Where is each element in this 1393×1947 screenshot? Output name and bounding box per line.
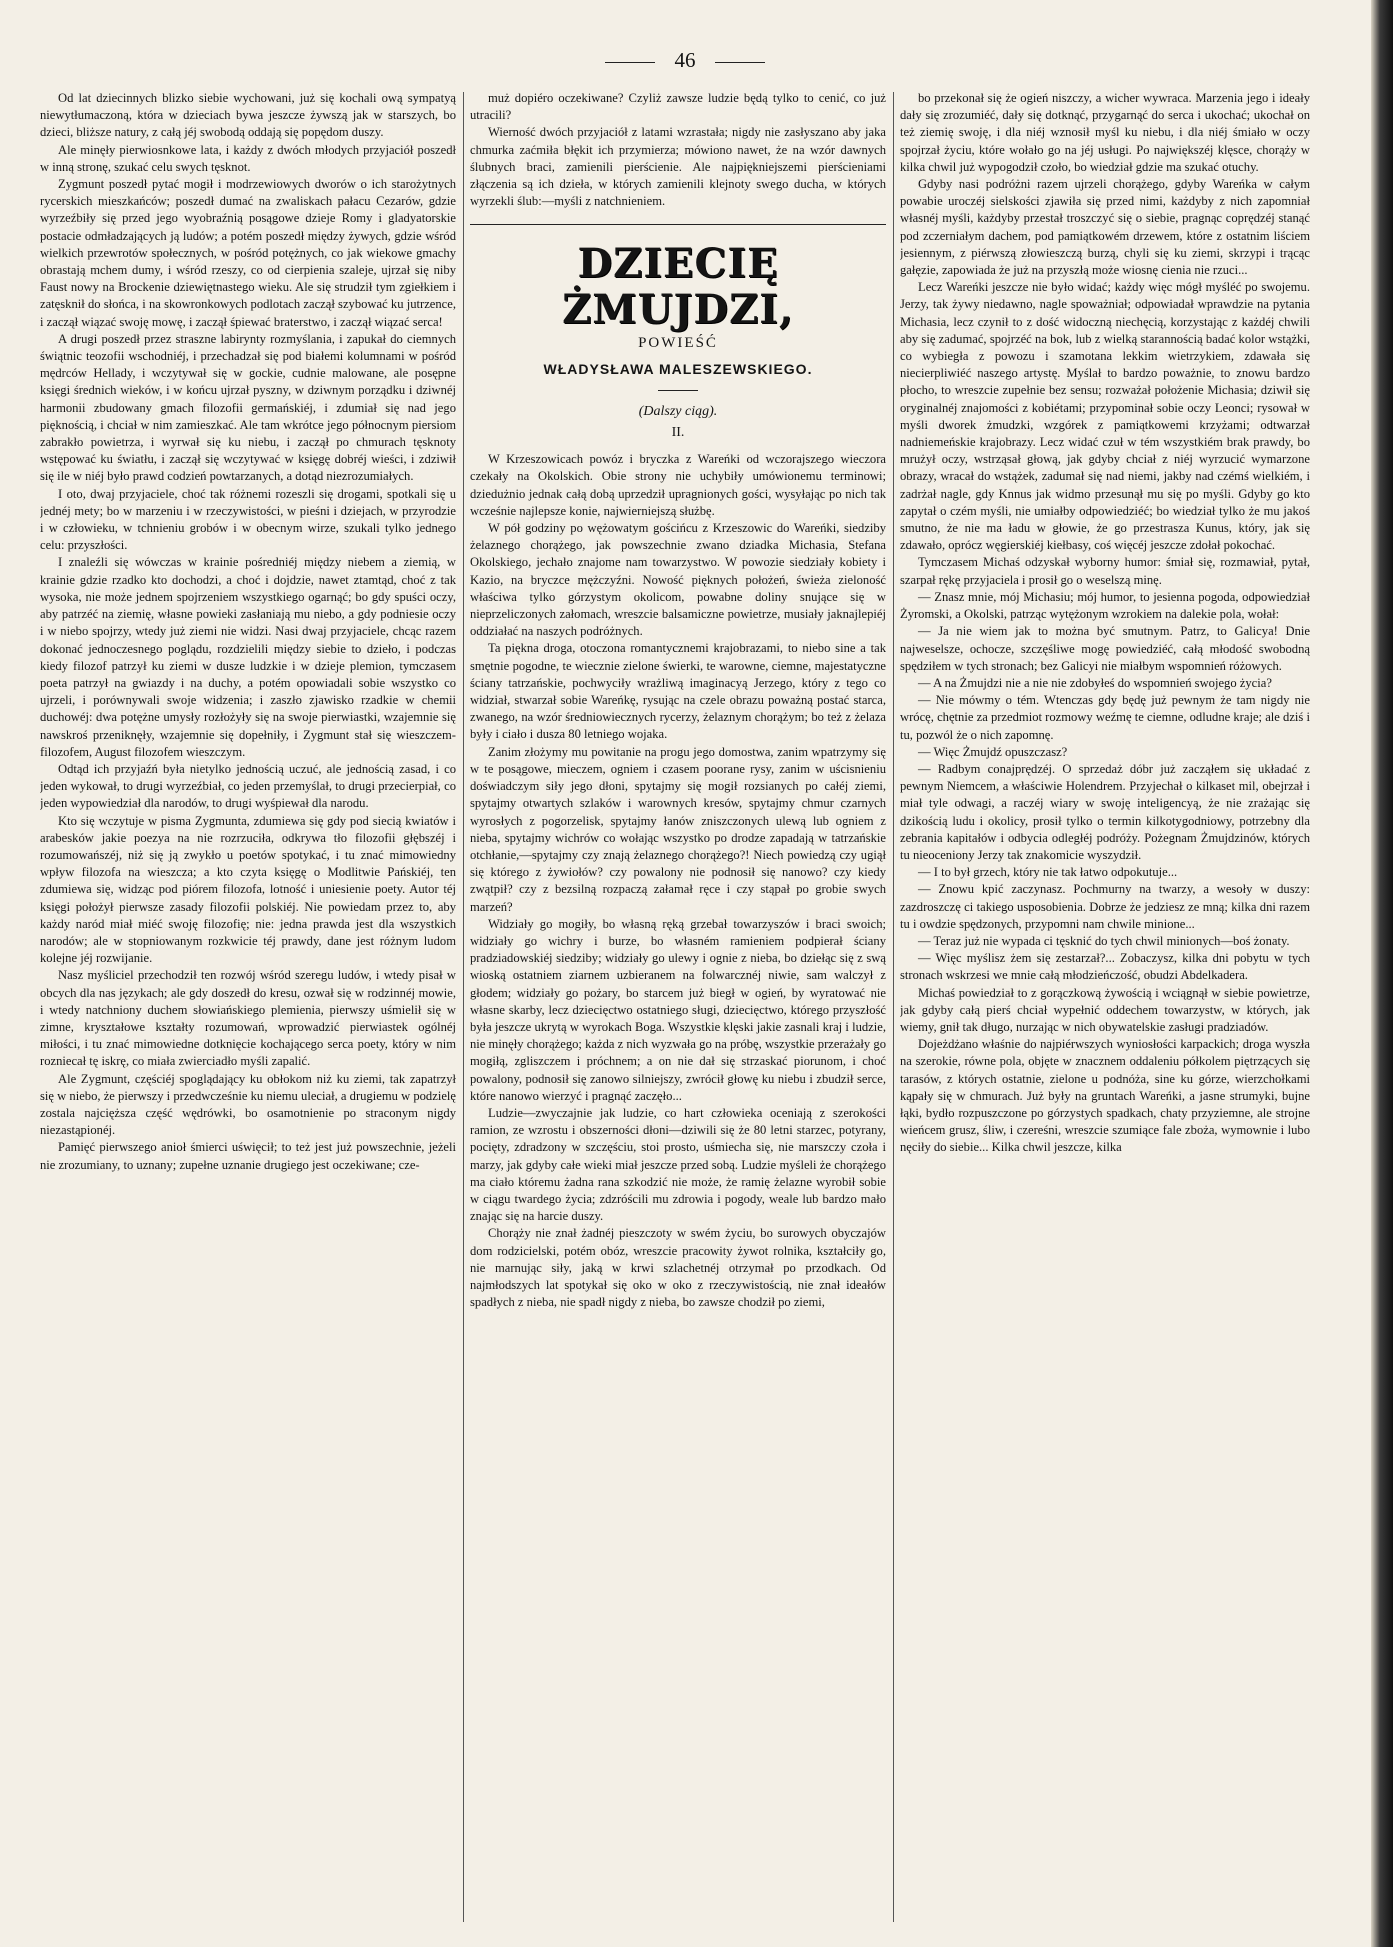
binding-edge — [1371, 0, 1393, 1947]
paragraph: Nasz myśliciel przechodził ten rozwój wśród szeregu ludów, i wtedy pisał w obcych dla nas językach; ale gdy doszedł do kresu, ozwał się w rodzinnéj mowie, i wtedy natchniony duchem słowiańskiego plemienia, pierwszy uśmielił się w zimne, kryształowe kształty rozumowań, wprowadzić pierwiastek ogólnéj miłości, i tu znać mimowiedne dotknięcie kochającego serca poety, który w nim rozniecał tę iskrę, co miała zwierciadło myśli zapalić. — [40, 968, 456, 1069]
paragraph: Ludzie—zwyczajnie jak ludzie, co hart człowieka oceniają z szerokości ramion, ze wzrostu i obszerności dłoni—dziwili się że 80 letni starzec, potyrany, pocięty, zdradzony w szczęściu, stoi prosto, uśmiecha się, nie marszczy czoła i marzy, jak gdyby całe wieki miał jeszcze przed sobą. Ludzie myśleli że chorążego ma ciało któremu żadna rana szkodzić nie może, że ramię żelazne wyrobił sobie w ciągu twardego życia; zdzróścili mu zdrowia i pogody, weale lub bardzo mało znając się na harcie duszy. — [470, 1105, 886, 1224]
column-1 — [40, 90, 456, 1930]
novel-subtitle: POWIEŚĆ — [638, 335, 718, 352]
paragraph: Widziały go mogiły, bo własną ręką grzebał towarzyszów i braci swoich; widziały go wichry i burze, bo własném ramieniem podpierał ściany pradziadowskiéj siedziby; widziały go ulewy i ognie z nieba, bo dziełąc się z swą wioską ostatniem ziarnem uzbieranem na folwarcznéj niwie, sam walczył z głodem; widziały go pożary, bo starcem już biegł w ogień, by wyratować nie własne skarby, lecz dziecięctwo ostatniego sługi, dziecięctwo, którego przyszłość była jeszcze ukrytą w wyrokach Boga. Wszystkie klęski jakie zasnali kraj i ludzie, nie minęły chorążego; każda z nich wyzwała go na próbę, wszystkie przerażały go mogiłą, zgliszczem i próchnem; a on nie dał się strzaskać piorunom, i choć powalony, podnosił się zanowo silniejszy, zwrócił głowę ku niebu i zbudził serce, które nanowo wierzyć i pragnąć zaczęło... — [470, 916, 886, 1103]
column-divider-2 — [893, 92, 894, 1922]
section-divider — [470, 224, 886, 225]
paragraph: Ta piękna droga, otoczona romantycznemi krajobrazami, to niebo sine a tak smętnie pogodne, te wiecznie zielone świerki, te warowne, ciemne, majestatyczne ściany tatrzańskie, pochwyciły wrażliwą imaginacyą Jerzego, który z tego co widział, stwarzał sobie Wareńkę, rysując na czele obrazu poważną postać starca, zwanego, na wzór średniowiecznych rycerzy, żelaznym chorążym; bo też z żelaza były i ciało i dusza 80 letniego wojaka. — [470, 641, 886, 742]
title-short-rule — [658, 390, 698, 391]
paragraph: Kto się wczytuje w pisma Zygmunta, zdumiewa się gdy pod siecią kwiatów i arabesków jakie poezya na nie rozrzuciła, odkrywa tło filozofii głębszéj i rozumowańszéj, niż się ją zwykło u poetów spotykać, i tu znać mimowiedny wpływ filozofa na wieszcza; a kto czyta księgę o Modlitwie Pańskiéj, ten zdumiewa się, widząc pod piórem filozofa, lotność i uniesienie poety. Autor téj księgi położył pierwsze zasady filozofii polskiéj. Nie powiedam przez to, aby każdy naród miał miéć swoję filozofię; nie: jedna prawda jest dla wszystkich narodów; ale w stopniowanym rozkwicie téj prawdy, dane jest różnym ludom kolejne jéj rozwijanie. — [40, 813, 456, 966]
column-2-essay-end — [470, 90, 886, 210]
continued-note: (Dalszy ciąg). — [638, 403, 718, 419]
column-3 — [900, 90, 1310, 1930]
paragraph: bo przekonał się że ogień niszczy, a wicher wywraca. Marzenia jego i ideały dały się zrozumiéć, dały się dotknąć, przygarnąć do serca i ukochać; ukochał on też ziemię swoję, i dla niéj wznosił myśl ku niebu, i dla niéj śmiało w oczy spojrzał życiu, które wołało go na jéj usługi. Po największéj klęsce, chorąży w kilka chwil już wypogodził czoło, bo wiedział gdzie ma szukać otuchy. — [900, 91, 1310, 174]
paragraph: W pół godziny po wężowatym gościńcu z Krzeszowic do Wareńki, siedziby żelaznego chorążego, jak powszechnie zwano dziadka Michasia, Stefana Okolskiego, jechało znajome nam towarzystwo. W powozie siedziały kobiety i Kazio, na bryczce mężczyźni. Nowość pięknych położeń, świeża zieloność właściwa tylko górzystym okolicom, powabne doliny snujące się w nieprzeliczonych załomach, wreszcie balsamiczne powietrze, musiały jaknajlepiéj oddziałać na naszych podróżnych. — [470, 521, 886, 639]
column-2-novel-text — [470, 451, 886, 1311]
paragraph: Tymczasem Michaś odzyskał wyborny humor: śmiał się, rozmawiał, pytał, szarpał rękę przyjaciela i prosił go o weselszą minę. — [900, 555, 1310, 587]
paragraph: Pamięć pierwszego anioł śmierci uświęcił; to też jest już powszechnie, jeżeli nie zrozumiany, to uznany; zupełne uznanie drugiego jest oczekiwane; cze- — [40, 1140, 456, 1172]
paragraph: A drugi poszedł przez straszne labirynty rozmyślania, i zapukał do ciemnych świątnic teozofii wschodniéj, i przechadzał się pod białemi kolumnami w pośród mędrców Hellady, i wczytywał się w gockie, cudnie malowane, ale posępne księgi średnich wieków, i w końcu ujrzał pyszny, w dziwnym porządku i dziwnéj harmonii zbudowany gmach filozofii germańskiéj, i zdumiał się nad jego pięknością, i chciał w nim zamieszkać. Ale tam wkrótce jego północnym piersiom zabrakło powietrza, i wyrwał się ku niebu, i zaczął po chmurach tęsknoty wstępować ku światłu, i zaczął się wczytywać w księgę dobréj wieści, i zdziwił się ile w niéj było prawd codzień powtarzanych, a dotąd niezrozumiałych. — [40, 331, 456, 484]
column-2 — [470, 90, 886, 1930]
paragraph: — Znasz mnie, mój Michasiu; mój humor, to jesienna pogoda, odpowiedział Żyromski, a Okolski, patrząc wytężonym wzrokiem na dalekie pola, wołał: — [900, 589, 1310, 622]
paragraph: Zygmunt poszedł pytać mogił i modrzewiowych dworów o ich starożytnych rycerskich mieszkańców; poszedł dumać na zwaliskach pałacu Cezarów, gdzie wyrzeźbiły się przed jego wyobraźnią posągowe dzieje Romy i gladyatorskie postacie odmładzających ją ludów; a potém poszedł między żywych, gdzie wśród wielkich przewrotów społecznych, w pośród potężnych, co jak wiekowe gmachy obrastają mchem dumy, i wśród rzeszy, co od cierpienia szaleje, ujrzał się niby Faust nowy na Brockenie dziewiętnastego wieku. Ale się strudził tym zgiełkiem i zatęsknił do słońca, i na skowronkowych podlotach zaczął szybować ku jutrzence, i zaczął wiązać swoję mowę, i zaczął śpiewać braterstwo, i zaczął wiązać serca! — [40, 177, 456, 329]
paragraph: Lecz Wareńki jeszcze nie było widać; każdy więc mógł myśléć po swojemu. Jerzy, tak żywy niedawno, nagle spoważniał; odpowiadał wprawdzie na pytania Michasia, lecz czynił to z dość widoczną niechęcią, korzystając z każdéj chwili aby się zadumać, spojrzéć na bok, lub z wielką starannością badać kolor wstążki, co wybiegła z powozu i szamotana lekkim wietrzykiem, zdawała się niecierpliwiéć naszego artystę. Myślał to bardzo poważnie, to znowu bardzo płocho, to wreszcie zupełnie bez sensu; rozważał położenie Michasia; dziwił się oryginalnéj znajomości z kobiétami; przypominał sobie oczy Leonci; rysował w myśli dworek żmudzki, wzgórek z pamiątkowemi krzyżami; odtwarzał nadniemeńskie krajobrazy. Lecz widać czuł w tém wszystkiém brak prawdy, bo mrużył oczy, wstrząsał głową, jak gdyby chciał z niéj wyrzucić wymarzone obrazy, wracał do wstążek, zadumał się nad niemi, jakby nad czémś wielkiém, i zadrżał nagle, gdy Knnus jak widmo przesunął mu się po myśli. Gdyby go kto zapytał o czém myśli, nie umiałby odpowiedziéć; bo wiedział tylko że mu jakoś smutno, że nie ma ładu w głowie, że go przestrasza Kunus, który, jak się zdawało, oprócz węgierskiéj kiełbasy, coś więcéj jeszcze zdołał pokochać. — [900, 280, 1310, 553]
paragraph: Odtąd ich przyjaźń była nietylko jednością uczuć, ale jednością zasad, i co jeden wykował, to drugi wyrzeźbiał, co jeden przemyślał, to drugi przecierpiał, co jeden wypowiedział dla narodów, to drugi wyśpiewał dla narodu. — [40, 761, 456, 811]
paragraph: — Nie mówmy o tém. Wtenczas gdy będę już pewnym że tam nigdy nie wrócę, chętnie za przedmiot rozmowy weźmę te ciemne, odludne kraje; ale dziś i tu, pozwól że o nich zapomnę. — [900, 693, 1310, 742]
novel-heading — [470, 241, 886, 441]
page-header — [0, 48, 1370, 73]
paragraph: — Więc myślisz żem się zestarzał?... Zobaczysz, kilka dni pobytu w tych stronach wskrzesi we mnie całą młodzieńczość, obudzi Abdelkadera. — [900, 951, 1310, 983]
paragraph: Od lat dziecinnych blizko siebie wychowani, już się kochali ową sympatyą niewytłumaczoną, która w dzieciach bywa jeszcze żywszą jak w starszych, bo dzieci, bliższe natury, z całą jéj swobodą oddają się popędom duszy. — [40, 91, 456, 140]
novel-author: WŁADYSŁAWA MALESZEWSKIEGO. — [543, 360, 813, 377]
paragraph: — Teraz już nie wypada ci tęsknić do tych chwil minionych—boś żonaty. — [918, 933, 1290, 948]
paragraph: I znaleźli się wówczas w krainie pośredniéj między niebem a ziemią, w krainie gdzie rzadko kto dochodzi, a choć i dojdzie, nawet ztamtąd, choć z tak wysoka, nie może jednem spojrzeniem wszystkiego ogarnąć; bo gdy spuści oczy, aby patrzéć na ziemię, własne powieki zasłaniają mu niebo, a gdy podniesie oczy i w niebo spojrzy, wtedy już ziemi nie widzi. Nasi dwaj przyjaciele, chcąc razem dokonać jednoczesnego poglądu, rozdzielili między siebie to dzieło, i podczas kiedy filozof patrzył ku ziemi w dusze ludzkie i w dzieje plemion, tymczasem poeta patrzył na gwiazdy i na duchy, a potém opowiadali sobie wszystko co ujrzeli, i porównywali swoje widzenia; i zaszło zjawisko rzadkie w chemii duchowéj: dwa potężne umysły rozłożyły się na swoje pierwiastki, wzajemnie się nawskroś przeniknęły, wzajemnie się dopełniły, i Zygmunt stał się wieszczem-filozofem, August filozofem wieszczym. — [40, 555, 456, 759]
paragraph: — I to był grzech, który nie tak łatwo odpokutuje... — [918, 865, 1178, 880]
paragraph: muż dopiéro oczekiwane? Czyliż zawsze ludzie będą tylko to cenić, co już utracili? — [470, 91, 886, 123]
page-number: 46 — [674, 48, 696, 72]
header-rule-left — [605, 62, 655, 63]
header-rule-right — [715, 62, 765, 63]
paragraph: Zanim złożymy mu powitanie na progu jego domostwa, zanim wpatrzymy się w te posągowe, mieczem, ogniem i czasem poorane rysy, zanim w uścisnieniu doświadczym siły jego dłoni, spytajmy się mogił rozsianych po całéj ziemi, spytajmy otwartych szlaków i warownych kresów, spytajmy chmur czarnych wyrosłych z pogorzelisk, spytajmy łanów zniszczonych ulewą lub ogniem z nieba, spytajmy wichrów co wołając wszystko po drodze zapadają w tatrzańskie otchłanie,—spytajmy czy znają żelaznego chorążego?! Niech powiedzą czy ugiął się którego z żywiołów? czy powalony nie podnosił się nanowo? czy kiedy zwątpił? czy z bezsilną rozpaczą załamał ręce i czy stąpał po grobie swych marzeń? — [470, 744, 886, 914]
paragraph: Wierność dwóch przyjaciół z latami wzrastała; nigdy nie zasłyszano aby jaka chmurka zaćmiła błękit ich przymierza; mówiono nawet, że na wzór dawnych ślubnych braci, zamienili pierścienie. Ale najpiękniejszemi pierścieniami złączenia są ich dzieła, w których zamienili klejnoty swego ducha, w których wyrzekli ślub:—myśli z natchnieniem. — [470, 125, 886, 209]
paragraph: Ale Zygmunt, częściéj spoglądający ku obłokom niż ku ziemi, tak zapatrzył się w niebo, że pierwszy i przedwcześnie ku niemu uleciał, a drugiemu w podzielę zostala najcięższa część wędrówki, bo osamotnienie po straconym nigdy niezastąpionéj. — [40, 1071, 456, 1138]
novel-title: DZIECIĘ ŻMUJDZI, — [562, 240, 794, 334]
paragraph: — Więc Żmujdź opuszczasz? — [918, 744, 1068, 759]
chapter-number: II. — [671, 425, 685, 441]
paragraph: Ale minęły pierwiosnkowe lata, i każdy z dwóch młodych przyjaciół poszedł w inną stronę, szukać celu swych tęsknot. — [40, 142, 456, 174]
paragraph: — Znowu kpić zaczynasz. Pochmurny na twarzy, a wesoły w duszy: zazdroszczę ci takiego usposobienia. Dobrze że jedziesz ze mną; kilka dni razem tu i owdzie spędzonych, przypomni nam chwile minione... — [900, 882, 1310, 931]
paragraph: Gdyby nasi podróżni razem ujrzeli chorążego, gdyby Wareńka w całym powabie uroczéj sielskości zjawiła się przed nimi, każdyby z nich zapomniał własnéj myśli, każdyby przestał troszczyć się o siebie, pragnąc coprędzéj stanąć pod zczerniałym dachem, pod pamiątkowém drzewem, które z ostatnim liściem jesiennym, z piérwszą złowieszczą burzą, chyli się ku ziemi, skrzypi i trącąc gałęzie, zapowiada że już na przyszłą może wiosnę cienia nie rzuci... — [900, 177, 1310, 278]
paragraph: W Krzeszowicach powóz i bryczka z Wareńki od wczorajszego wieczora czekały na Okolskich. Obie strony nie uchybiły umówionemu terminowi; dziedużnio jednak całą dobą uprzedził upragnionych gości, wysyłając po nich tak wcześnie najlepsze konie, najwierniejszą służbę. — [470, 452, 886, 518]
paragraph: — Radbym conajprędzéj. O sprzedaż dóbr już zacząłem się układać z pewnym Niemcem, a właściwie Holendrem. Przyjechał o kilkaset mil, obejrzał i miał tyle odwagi, a raczéj wiary w swoję inteligencyą, że nie zrażając się dzikością ludu i okolicy, prosił tylko o termin kilkotygodniowy, potrzebny dla zebrania kapitałów i odbycia odległéj podróży. Pożegnam Żmujdzinów, których tu nieoceniony Jerzy tak znakomicie wyszydził. — [900, 761, 1310, 862]
paragraph: Dojeżdżano właśnie do najpiérwszych wyniosłości karpackich; droga wyszła na szerokie, równe pola, objęte w znacznem oddaleniu półkolem piętrzących się tarasów, z których ostatnie, zielone u podnóża, sine ku górze, wierzchołkami kąpały się w chmurach. Już były na gruntach Wareńki, a jasne strumyki, bujne łąki, bydło rozpuszczone po górzystych spadkach, chaty przyziemne, ale strojne wieńcem grusz, śliw, i czereśni, wreszcie szumiące fale zboża, wymownie i lubo nęciły do siebie... Kilka chwil jeszcze, kilka — [900, 1037, 1310, 1155]
paragraph: I oto, dwaj przyjaciele, choć tak różnemi rozeszli się drogami, spotkali się u jednéj mety; bo w marzeniu i w rzeczywistości, w pieśni i dziejach, w przyrodzie i w człowieku, w tchnieniu grobów i w obecnym wirze, szukali tylko jednego celu: przyszłości. — [40, 486, 456, 553]
paragraph: — A na Żmujdzi nie a nie nie zdobyłeś do wspomnień swojego życia? — [918, 675, 1272, 690]
column-divider-1 — [463, 92, 464, 1922]
paragraph: Michaś powiedział to z gorączkową żywością i wciągnął w siebie powietrze, jak gdyby całą pierś chciał wypełnić oddechem towarzystw, w których, jak wiemy, gnił tak długo, nurzając w nich obywatelskie zasługi pradziadów. — [900, 985, 1310, 1034]
paragraph: — Ja nie wiem jak to można być smutnym. Patrz, to Galicya! Dnie najweselsze, ochocze, szczęśliwe mogę powiedziéć, całą młodość swobodną spędziłem w tych stronach; bez Galicyi nie miałbym wspomnień różowych. — [900, 624, 1310, 673]
paragraph: Chorąży nie znał żadnéj pieszczoty w swém życiu, bo surowych obyczajów dom rodzicielski, potém obóz, wreszcie pracowity żywot rolnika, kształciły go, nie marnując siły, jaką w krwi szlachetnéj otrzymał po przodkach. Od najmłodszych lat spotykał się oko w oko z rzeczywistością, nie znał ideałów spadłych z nieba, nie spadł nigdy z nieba, bo zawsze chodził po ziemi, — [470, 1226, 886, 1310]
